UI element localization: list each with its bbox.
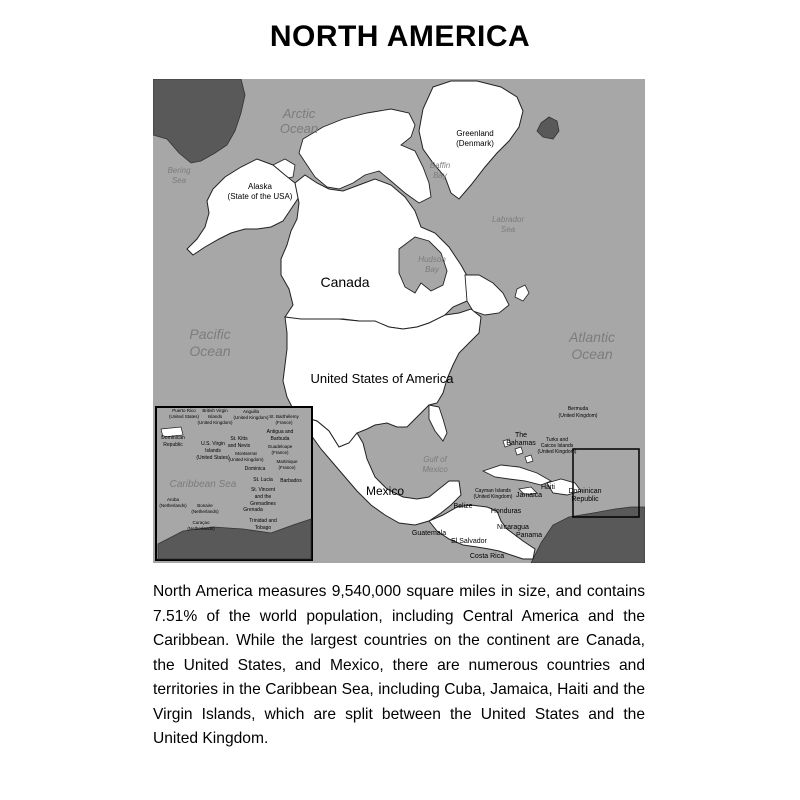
inset-label-st-vincent-2: and the bbox=[254, 494, 272, 500]
inset-label-barbados: Barbados bbox=[280, 478, 302, 484]
inset-label-guadeloupe-2: (France) bbox=[271, 450, 289, 455]
label-gulf-of-mexico-1: Gulf of bbox=[423, 455, 447, 464]
inset-label-curacao-1: Curaçao bbox=[192, 520, 210, 525]
label-bering-sea-1: Bering bbox=[167, 166, 191, 175]
label-turks-2: Caicos Islands bbox=[540, 443, 574, 449]
label-canada: Canada bbox=[320, 274, 370, 290]
inset-label-montserrat-2: (United Kingdom) bbox=[228, 457, 264, 462]
label-bering-sea-2: Sea bbox=[171, 176, 187, 185]
label-greenland-2: (Denmark) bbox=[456, 139, 494, 148]
label-baffin-bay-2: Bay bbox=[433, 171, 447, 180]
inset-label-bvi-1: British Virgin bbox=[202, 408, 228, 413]
label-bahamas-2: Bahamas bbox=[506, 440, 536, 447]
description-paragraph: North America measures 9,540,000 square miles in size, and contains 7.51% of the world population, including Central America and the Caribbean. While the largest countries on the continent are Canada, the United States, and Mexico, there are numerous countries and territories in the Caribbean Sea, including Cuba, Jamaica, Haiti and the Virgin Islands, which are split between the United States and the United Kingdom. bbox=[153, 583, 645, 747]
label-bermuda-1: Bermuda bbox=[567, 406, 589, 412]
label-cayman-1: Cayman Islands bbox=[475, 488, 511, 494]
label-panama: Panama bbox=[515, 532, 543, 539]
inset-label-bonaire-1: Bonaire bbox=[197, 503, 213, 508]
inset-label-anguilla-2: (United Kingdom) bbox=[233, 415, 269, 420]
label-bahamas-1: The bbox=[514, 432, 528, 439]
label-honduras: Honduras bbox=[490, 508, 522, 515]
label-labrador-sea-1: Labrador bbox=[491, 215, 525, 224]
label-hudson-bay-1: Hudson bbox=[418, 255, 446, 264]
label-haiti: Haiti bbox=[540, 484, 556, 491]
inset-label-antigua-2: Barbuda bbox=[270, 436, 290, 442]
inset-label-martinique-1: Martinique bbox=[276, 459, 298, 464]
inset-label-montserrat-1: Montserrat bbox=[235, 451, 257, 456]
inset-label-st-barth-2: (France) bbox=[275, 420, 293, 425]
inset-label-guadeloupe-1: Guadeloupe bbox=[267, 444, 293, 449]
label-cayman-2: (United Kingdom) bbox=[473, 494, 513, 500]
inset-label-bvi-2: Islands bbox=[207, 414, 223, 419]
label-jamaica: Jamaica bbox=[515, 492, 543, 499]
inset-label-trinidad-1: Trinidad and bbox=[249, 518, 277, 524]
label-labrador-sea-2: Sea bbox=[500, 225, 516, 234]
label-dominican-2: Republic bbox=[571, 496, 599, 503]
label-hudson-bay-2: Bay bbox=[425, 265, 439, 274]
label-alaska-1: Alaska bbox=[247, 182, 273, 191]
inset-label-antigua-1: Antigua and bbox=[266, 429, 294, 435]
inset-label-grenada: Grenada bbox=[243, 507, 263, 513]
inset-label-st-barth-1: St. Barthélemy bbox=[269, 414, 299, 419]
label-pacific-ocean-1: Pacific bbox=[189, 326, 231, 342]
label-arctic-ocean-1: Arctic bbox=[282, 106, 316, 121]
inset-label-st-kitts-1: St. Kitts bbox=[230, 436, 248, 442]
label-usa: United States of America bbox=[310, 371, 454, 386]
inset-label-puerto-rico-2: (United States) bbox=[168, 414, 200, 419]
label-gulf-of-mexico-2: Mexico bbox=[422, 465, 448, 474]
label-turks-1: Turks and bbox=[545, 437, 569, 443]
label-arctic-ocean-2: Ocean bbox=[279, 121, 319, 136]
inset-label-martinique-2: (France) bbox=[278, 465, 296, 470]
inset-label-puerto-rico-1: Puerto Rico bbox=[172, 408, 196, 413]
label-baffin-bay-1: Baffin bbox=[429, 161, 451, 170]
inset-label-dominican-1: Dominican bbox=[161, 435, 185, 441]
label-dominican-1: Dominican bbox=[568, 488, 602, 495]
inset-label-dominica: Dominica bbox=[244, 466, 266, 472]
label-pacific-ocean-2: Ocean bbox=[189, 343, 231, 359]
label-mexico: Mexico bbox=[365, 484, 405, 498]
inset-label-caribbean-sea: Caribbean Sea bbox=[169, 479, 237, 490]
label-atlantic-ocean-1: Atlantic bbox=[569, 329, 615, 345]
label-belize: Belize bbox=[453, 503, 473, 510]
label-alaska-2: (State of the USA) bbox=[227, 192, 293, 201]
label-greenland-1: Greenland bbox=[456, 129, 494, 138]
page-title: NORTH AMERICA bbox=[269, 20, 531, 53]
inset-label-st-vincent-3: Grenadines bbox=[250, 501, 276, 507]
inset-label-anguilla-1: Anguilla bbox=[242, 409, 260, 414]
inset-label-bvi-3: (United Kingdom) bbox=[197, 420, 233, 425]
inset-label-bonaire-2: (Netherlands) bbox=[191, 509, 219, 514]
inset-label-st-vincent-1: St. Vincent bbox=[250, 487, 276, 493]
label-costa-rica: Costa Rica bbox=[469, 553, 505, 560]
inset-label-aruba-1: Aruba bbox=[166, 497, 180, 502]
inset-label-st-lucia: St. Lucia bbox=[253, 477, 273, 483]
north-america-map bbox=[153, 79, 645, 563]
inset-label-usvi-3: (United States) bbox=[196, 455, 230, 461]
label-bermuda-2: (United Kingdom) bbox=[558, 413, 598, 419]
inset-label-usvi-1: U.S. Virgin bbox=[201, 441, 225, 447]
label-el-salvador: El Salvador bbox=[451, 538, 487, 545]
inset-label-curacao-2: (Netherlands) bbox=[187, 526, 215, 531]
inset-label-st-kitts-2: and Nevis bbox=[227, 443, 251, 449]
label-turks-3: (United Kingdom) bbox=[537, 449, 577, 455]
inset-label-trinidad-2: Tobago bbox=[254, 525, 272, 531]
inset-label-aruba-2: (Netherlands) bbox=[159, 503, 187, 508]
label-atlantic-ocean-2: Ocean bbox=[571, 346, 613, 362]
label-guatemala: Guatemala bbox=[411, 530, 447, 537]
inset-label-usvi-2: Islands bbox=[205, 448, 221, 454]
label-nicaragua: Nicaragua bbox=[497, 524, 529, 531]
inset-label-dominican-2: Republic bbox=[163, 442, 183, 448]
